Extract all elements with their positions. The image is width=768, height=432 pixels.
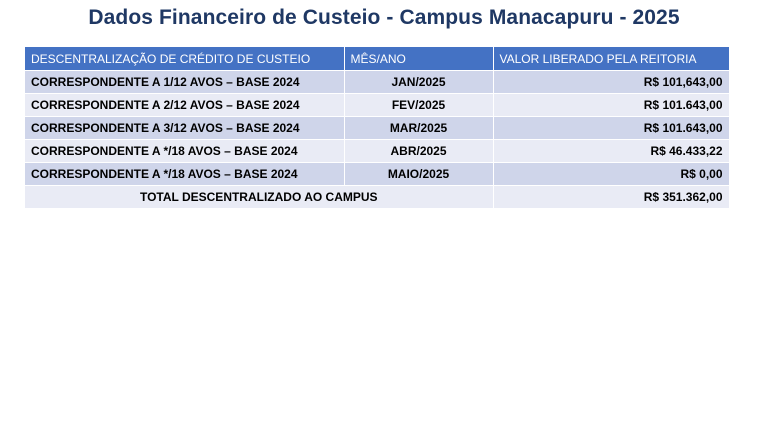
- table-row: [25, 94, 729, 117]
- row-month: FEV/2025: [344, 94, 493, 117]
- row-description: CORRESPONDENTE A 3/12 AVOS – BASE 2024: [25, 117, 344, 140]
- header-row: [25, 47, 729, 71]
- page-title: Dados Financeiro de Custeio - Campus Manacapuru - 2025: [88, 6, 680, 29]
- column-header-descentralizacao: DESCENTRALIZAÇÃO DE CRÉDITO DE CUSTEIO: [25, 47, 344, 71]
- row-month: MAR/2025: [344, 117, 493, 140]
- row-month: MAIO/2025: [344, 163, 493, 186]
- row-value: R$ 0,00: [493, 163, 729, 186]
- row-description: CORRESPONDENTE A */18 AVOS – BASE 2024: [25, 140, 344, 163]
- row-value: R$ 101.643,00: [493, 117, 729, 140]
- table-row: [25, 117, 729, 140]
- row-value: R$ 101,643,00: [493, 71, 729, 94]
- table-body: [25, 71, 729, 209]
- row-value: R$ 46.433,22: [493, 140, 729, 163]
- total-value: R$ 351.362,00: [493, 186, 729, 209]
- table-row: [25, 163, 729, 186]
- table-row: [25, 140, 729, 163]
- table-header: [25, 47, 729, 71]
- row-description: CORRESPONDENTE A 2/12 AVOS – BASE 2024: [25, 94, 344, 117]
- column-header-valor: VALOR LIBERADO PELA REITORIA: [493, 47, 729, 71]
- column-header-mes-ano: MÊS/ANO: [344, 47, 493, 71]
- total-label: TOTAL DESCENTRALIZADO AO CAMPUS: [25, 186, 493, 209]
- row-month: ABR/2025: [344, 140, 493, 163]
- row-month: JAN/2025: [344, 71, 493, 94]
- table-row: [25, 71, 729, 94]
- total-row: [25, 186, 729, 209]
- row-value: R$ 101.643,00: [493, 94, 729, 117]
- financial-table: [25, 47, 730, 208]
- row-description: CORRESPONDENTE A 1/12 AVOS – BASE 2024: [25, 71, 344, 94]
- row-description: CORRESPONDENTE A */18 AVOS – BASE 2024: [25, 163, 344, 186]
